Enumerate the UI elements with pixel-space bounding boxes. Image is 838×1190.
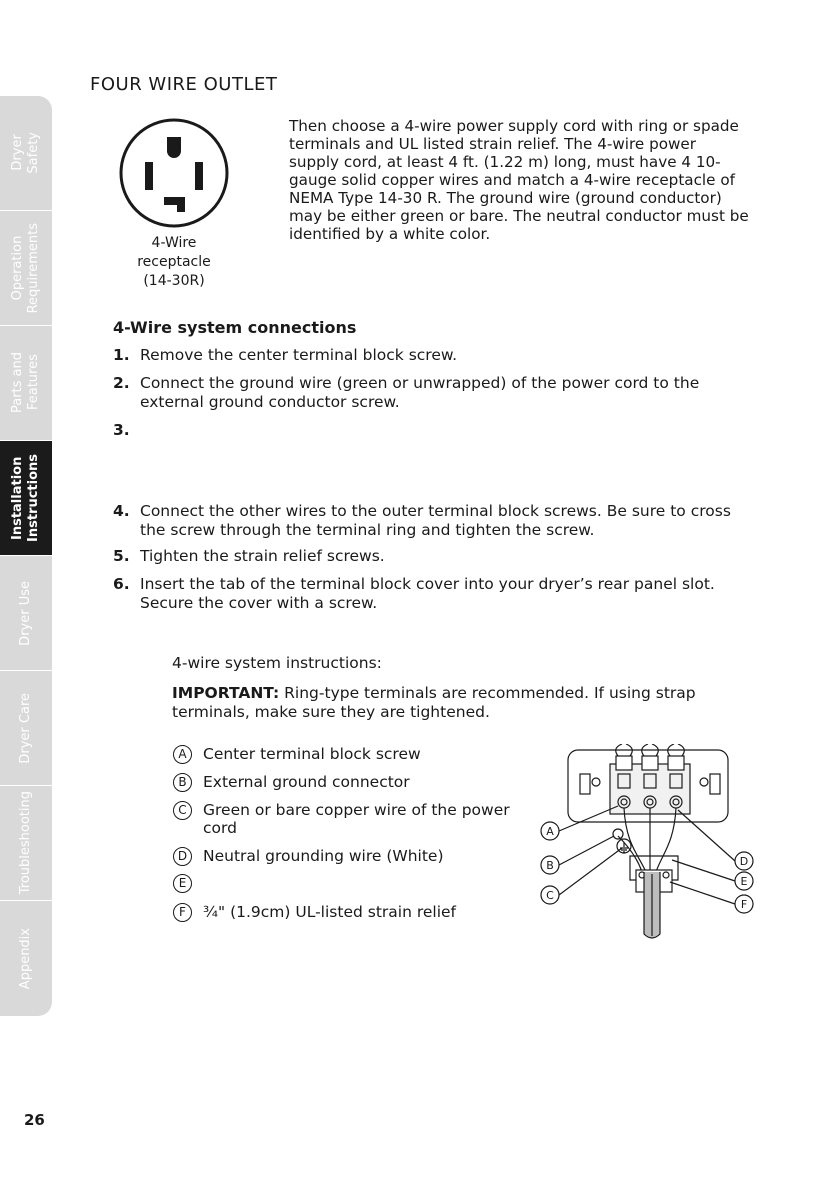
step-number: 6. [113, 575, 130, 593]
callout-b-label: B [546, 859, 554, 872]
step-number: 5. [113, 547, 130, 565]
callout-letter-icon: F [173, 903, 192, 922]
tab-label: Dryer Use [18, 580, 33, 646]
callout-letter-icon: D [173, 847, 192, 866]
tab-label: Installation Instructions [10, 453, 41, 542]
callout-f-icon [735, 895, 753, 913]
legend-text: External ground connector [203, 773, 410, 791]
callout-letter-icon: A [173, 745, 192, 764]
tab-appendix[interactable] [0, 901, 52, 1016]
step-text: Remove the center terminal block screw. [140, 346, 458, 364]
step-text: Connect the other wires to the outer terminal block screws. Be sure to cross the screw through the terminal ring and tighten the screw. [140, 502, 731, 539]
instructions-label: 4-wire system instructions: [172, 654, 382, 672]
important-label: IMPORTANT: [172, 684, 280, 702]
step-text: Connect the ground wire (green or unwrapped) of the power cord to the external ground conductor screw. [140, 374, 700, 411]
receptacle-caption: 4-Wire receptacle (14-30R) [137, 235, 211, 289]
callout-a-label: A [546, 825, 554, 838]
tab-label: Parts and Features [10, 352, 41, 414]
tab-label: Dryer Safety [10, 132, 41, 174]
step-number: 4. [113, 502, 130, 520]
tab-dryer-care[interactable] [0, 671, 52, 786]
legend-text: Green or bare copper wire of the power cord [203, 801, 510, 837]
tab-label: Operation Requirements [10, 222, 41, 314]
callout-d-icon [735, 852, 753, 870]
tab-operation-requirements[interactable] [0, 211, 52, 326]
step-number: 2. [113, 374, 130, 392]
callout-e-icon [735, 872, 753, 890]
receptacle-14-30r-icon [118, 117, 230, 229]
important-text: Ring-type terminals are recommended. If using strap terminals, make sure they are tightened. [172, 684, 696, 721]
page-number: 26 [24, 1111, 45, 1129]
step-text: Tighten the strain relief screws. [140, 547, 385, 565]
step-number: 3. [113, 421, 130, 439]
legend-text: Center terminal block screw [203, 745, 421, 763]
tab-dryer-use[interactable] [0, 556, 52, 671]
tab-installation-instructions[interactable] [0, 441, 52, 556]
callout-c-label: C [546, 889, 554, 902]
intro-paragraph: Then choose a 4-wire power supply cord with ring or spade terminals and UL listed strain relief. The 4-wire power supply cord, at least 4 ft. (1.22 m) long, must have 4 10-gauge solid copper wires and match a 4-wire receptacle of NEMA Type 14-30 R. The ground wire (ground conductor) may be either green or bare. The neutral conductor must be identified by a white color. [289, 117, 749, 243]
tab-dryer-safety[interactable] [0, 96, 52, 211]
legend-text: Neutral grounding wire (White) [203, 847, 444, 865]
step-number: 1. [113, 346, 130, 364]
connections-subheading: 4-Wire system connections [113, 318, 357, 337]
callout-a-icon [541, 822, 559, 840]
callout-e-label: E [740, 875, 748, 888]
callout-letter-icon: E [173, 874, 192, 893]
tab-troubleshooting[interactable] [0, 786, 52, 901]
tab-parts-and-features[interactable] [0, 326, 52, 441]
callout-b-icon [541, 856, 559, 874]
terminal-block-diagram [538, 744, 768, 944]
step-text: Insert the tab of the terminal block cover into your dryer’s rear panel slot. Secure the cover with a screw. [140, 575, 715, 612]
callout-d-label: D [739, 855, 749, 868]
section-heading: FOUR WIRE OUTLET [90, 74, 278, 95]
tab-label: Appendix [18, 927, 33, 990]
important-note [172, 684, 732, 722]
callout-c-icon [541, 886, 559, 904]
callout-f-label: F [740, 898, 748, 911]
tab-label: Dryer Care [18, 692, 33, 764]
legend-text: ¾" (1.9cm) UL-listed strain relief [203, 903, 456, 921]
tab-label: Troubleshooting [18, 791, 33, 895]
section-tabs [0, 96, 52, 1016]
callout-letter-icon: B [173, 773, 192, 792]
callout-letter-icon: C [173, 801, 192, 820]
